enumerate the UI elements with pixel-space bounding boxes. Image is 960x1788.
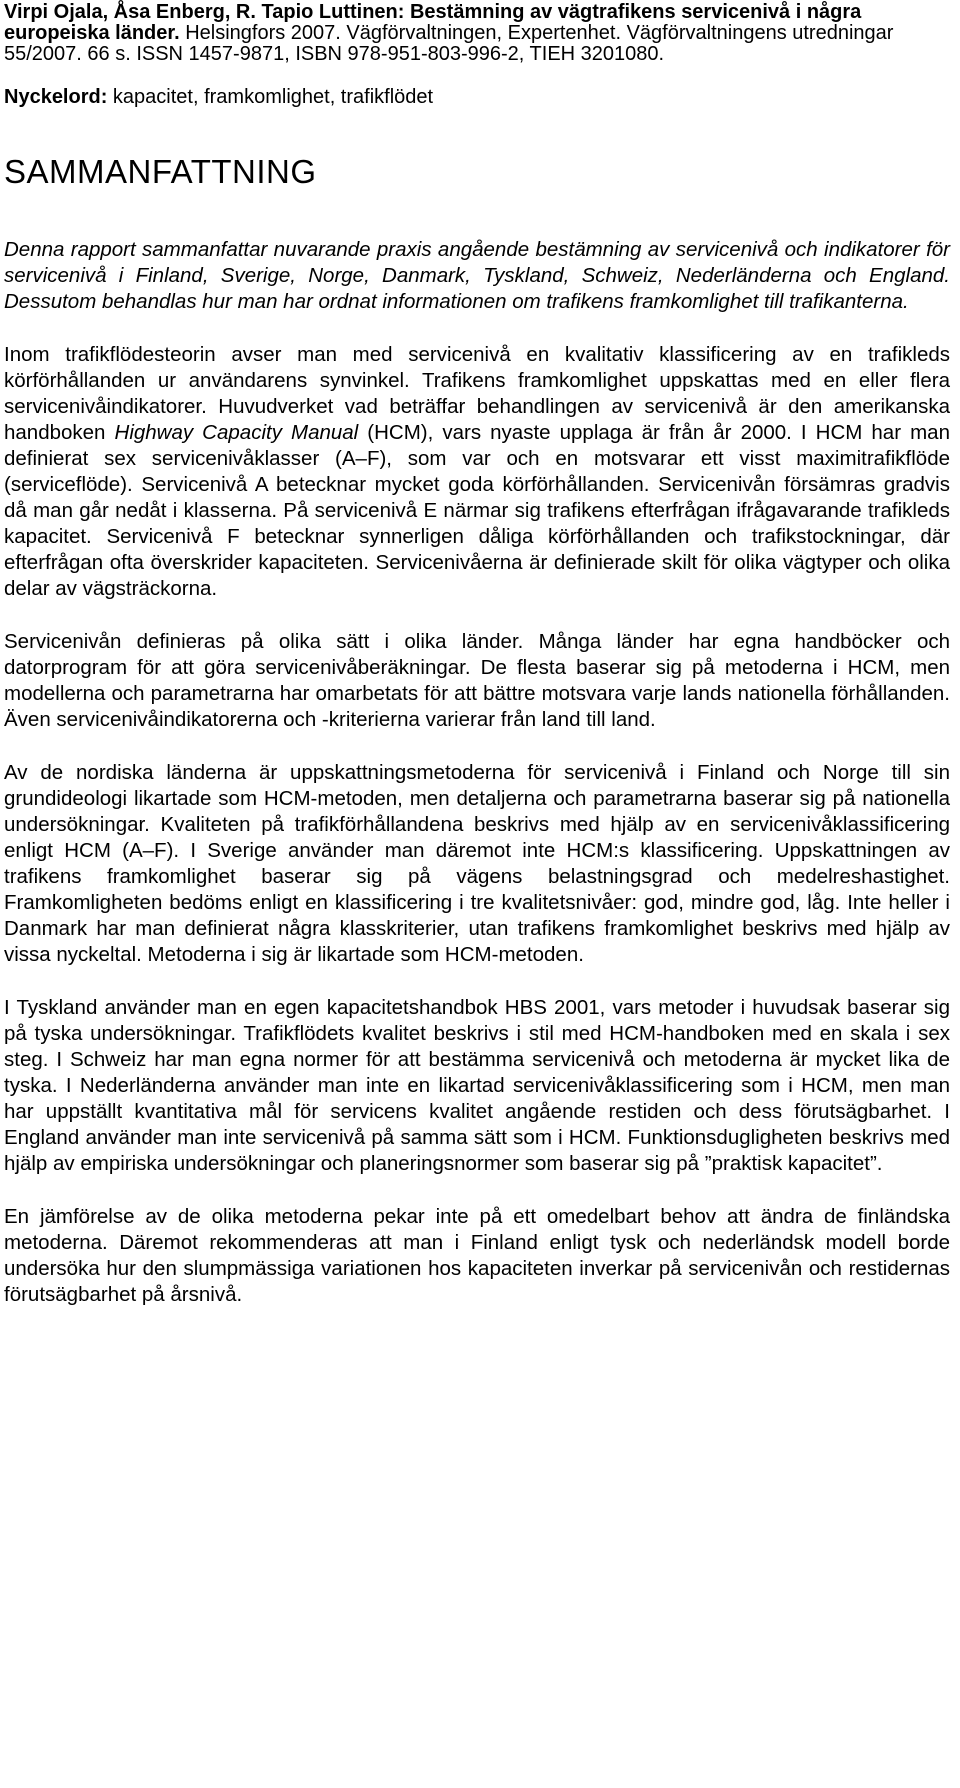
paragraph-conclusion: En jämförelse av de olika metoderna pekar inte på ett omedelbart behov att ändra de finländska metoderna. Däremot rekommenderas att man i Finland enligt tysk och nederländsk modell borde undersöka hur den slumpmässiga variationen hos kapaciteten inverkar på servicenivån och restidernas förutsägbarhet på årsnivå. <box>4 1205 950 1306</box>
keywords-text: kapacitet, framkomlighet, trafikflödet <box>107 86 434 108</box>
reference-authors-title: Virpi Ojala, Åsa Enberg, R. Tapio Luttinen: Bestämning av vägtrafikens servicenivå i några europeiska länder. <box>4 1 862 44</box>
paragraph-nordic-countries: Av de nordiska länderna är uppskattningsmetoderna för servicenivå i Finland och Norge till sin grundideologi likartade som HCM-metoden, men detaljerna och parametrarna baserar sig på nationella undersökningar. Kvaliteten på trafikförhållandena beskrivs med hjälp av en servicenivåklassificering enligt HCM (A–F). I Sverige använder man däremot inte HCM:s klassificering. Uppskattningen av trafikens framkomlighet baserar sig på vägens belastningsgrad och medelreshastighet. Framkomligheten bedöms enligt en klassificering i tre kvalitetsnivåer: god, mindre god, låg. Inte heller i Danmark har man definierat några klasskriterier, utan trafikens framkomlighet beskrivs med hjälp av vissa nyckeltal. Metoderna i sig är likartade som HCM-metoden. <box>4 761 950 966</box>
paragraph-text: (HCM), vars nyaste upplaga är från år 2000. I HCM har man definierat sex servicenivåklasser (A–F), som var och en motsvarar ett visst maximitrafikflöde (serviceflöde). Servicenivå A betecknar mycket goda körförhållanden. Servicenivån försämras gradvis då man går nedåt i klasserna. På servicenivå E närmar sig trafikens efterfrågan ifrågavarande trafikleds kapacitet. Servicenivå F betecknar synnerligen dåliga körförhållanden och trafikstockningar, där efterfrågan ofta överskrider kapaciteten. Servicenivåerna är definierade skilt för olika vägtyper och olika delar av vägsträckorna. <box>4 421 950 600</box>
bibliographic-reference <box>4 2 950 65</box>
abstract-paragraph: Denna rapport sammanfattar nuvarande praxis angående bestämning av servicenivå och indikatorer för servicenivå i Finland, Sverige, Norge, Danmark, Tyskland, Schweiz, Nederländerna och England. Dessutom behandlas hur man har ordnat informationen om trafikens framkomlighet till trafikanterna. <box>4 238 950 313</box>
paragraph-service-level-definition <box>4 342 950 602</box>
paragraph-country-differences: Servicenivån definieras på olika sätt i olika länder. Många länder har egna handböcker och datorprogram för att göra servicenivåberäkningar. De flesta baserar sig på metoderna i HCM, men modellerna och parametrarna har omarbetats för att bättre motsvara varje lands nationella förhållanden. Även servicenivåindikatorerna och -kriterierna varierar från land till land. <box>4 630 950 731</box>
paragraph-text: Inom trafikflödesteorin avser man med servicenivå en kvalitativ klassificering av en trafikleds körförhållanden ur användarens synvinkel. Trafikens framkomlighet uppskattas med en eller flera servicenivåindikatorer. Huvudverket vad beträffar behandlingen av servicenivå är den amerikanska handboken <box>4 343 950 444</box>
section-heading: SAMMANFATTNING <box>4 153 317 190</box>
paragraph-other-countries: I Tyskland använder man en egen kapacitetshandbok HBS 2001, vars metoder i huvudsak baserar sig på tyska undersökningar. Trafikflödets kvalitet beskrivs i stil med HCM-handboken med en skala i sex steg. I Schweiz har man egna normer för att bestämma servicenivå och metoderna är mycket lika de tyska. I Nederländerna använder man inte en likartad servicenivåklassificering som i HCM, men man har uppställt kvantitativa mål för servicens kvalitet angående restiden och dess förutsägbarhet. I England använder man inte servicenivå på samma sätt som i HCM. Funktionsdugligheten beskrivs med hjälp av empiriska undersökningar och planeringsnormer som baserar sig på ”praktisk kapacitet”. <box>4 996 950 1175</box>
keywords-line <box>4 85 950 109</box>
handbook-title: Highway Capacity Manual <box>114 421 359 444</box>
keywords-label: Nyckelord: <box>4 86 108 108</box>
reference-publication-details: Helsingfors 2007. Vägförvaltningen, Expertenhet. Vägförvaltningens utredningar 55/2007. 66 s. ISSN 1457-9871, ISBN 978-951-803-996-2, TIEH 3201080. <box>4 22 894 65</box>
